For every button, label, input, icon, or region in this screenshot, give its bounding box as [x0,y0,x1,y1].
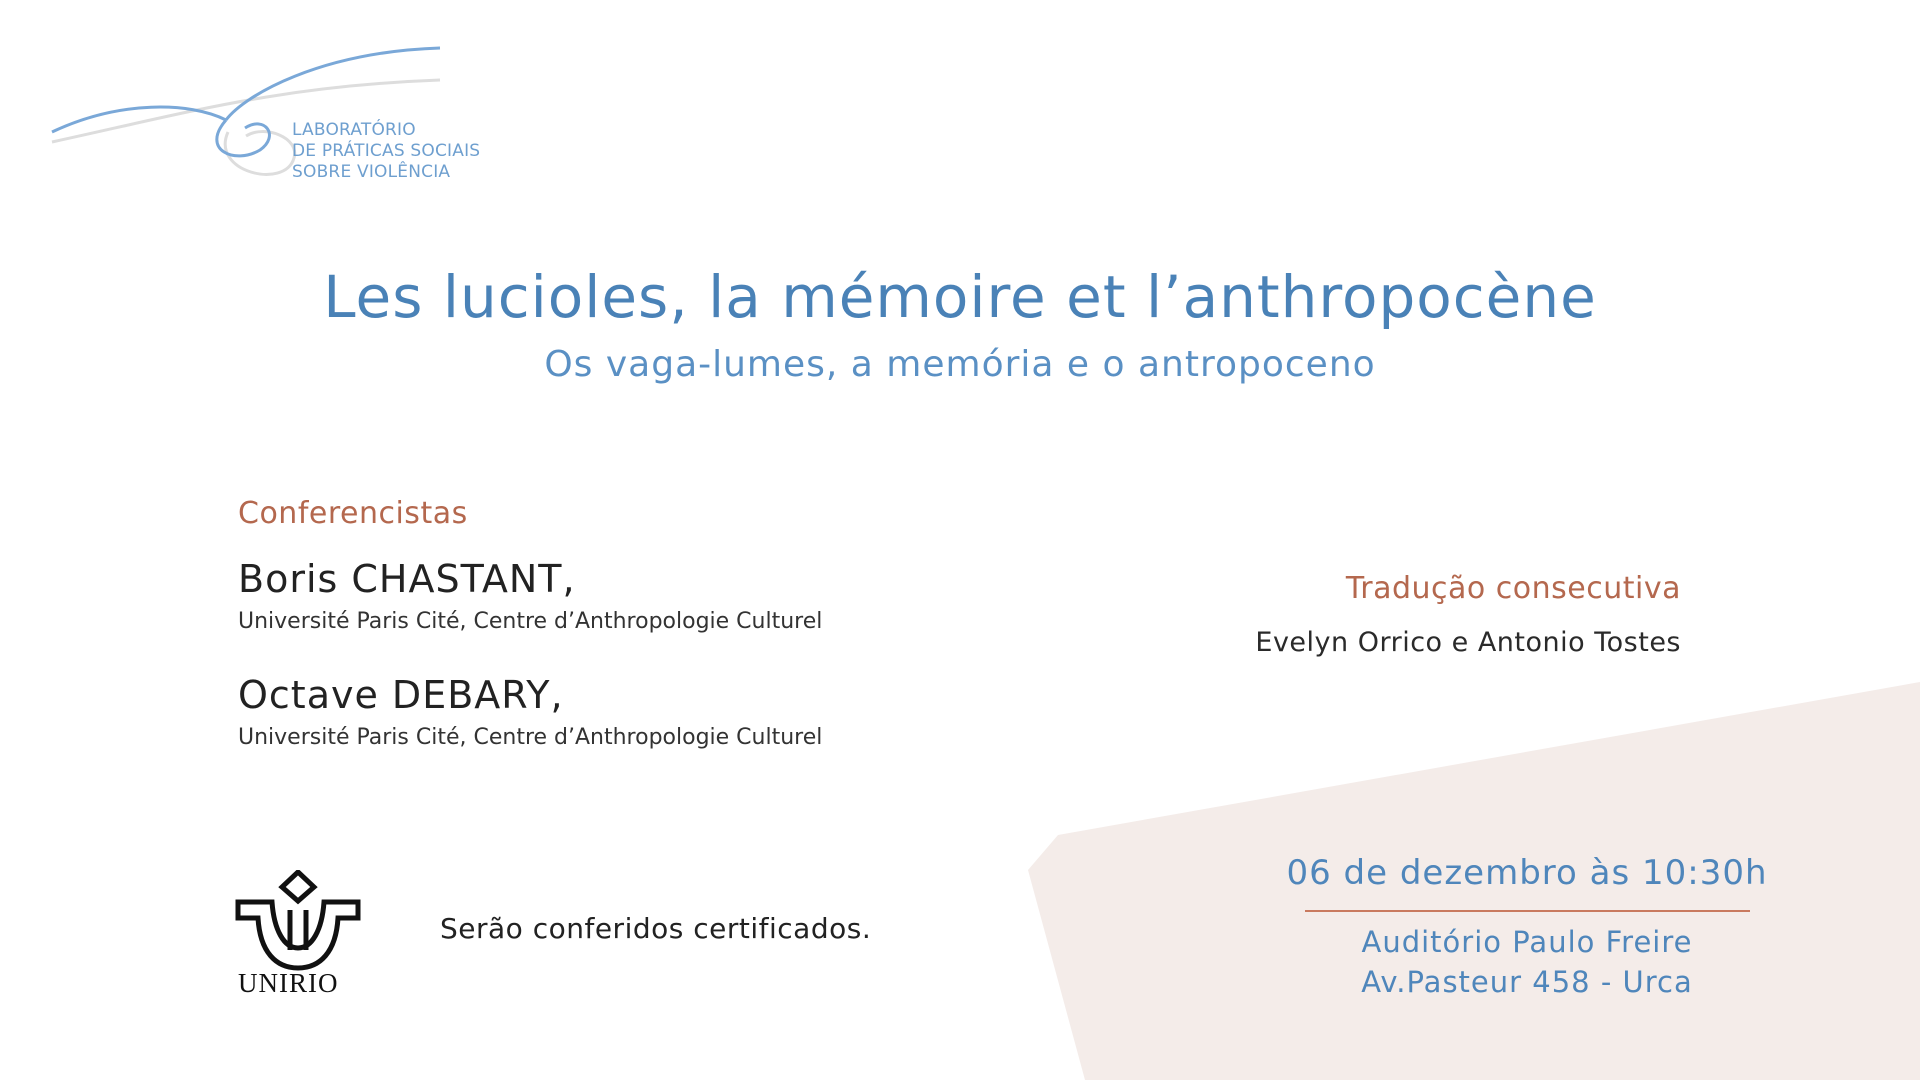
certificate-note: Serão conferidos certificados. [440,912,872,945]
translators-names: Evelyn Orrico e Antonio Tostes [1255,627,1681,658]
lab-name-line-2: DE PRÁTICAS SOCIAIS [292,141,481,161]
lab-name-line-3: SOBRE VIOLÊNCIA [292,162,451,182]
title-portuguese: Os vaga-lumes, a memória e o antropoceno [544,344,1376,385]
speaker-affiliation: Université Paris Cité, Centre d’Anthropologie Culturel [238,609,823,634]
lab-logo-swoosh-icon [40,40,540,200]
title-french: Les lucioles, la mémoire et l’anthropocène [323,263,1597,331]
translation-label: Tradução consecutiva [1345,571,1681,606]
speaker-name: Octave DEBARY, [238,673,564,717]
divider [1305,910,1750,912]
lab-name-line-1: LABORATÓRIO [292,120,416,140]
event-venue: Auditório Paulo Freire [1361,925,1693,959]
speaker-affiliation: Université Paris Cité, Centre d’Anthropologie Culturel [238,725,823,750]
unirio-label: UNIRIO [238,968,339,998]
speaker-name: Boris CHASTANT, [238,557,576,601]
event-address: Av.Pasteur 458 - Urca [1361,965,1693,999]
event-date: 06 de dezembro às 10:30h [1286,853,1768,893]
speakers-label: Conferencistas [238,496,468,531]
